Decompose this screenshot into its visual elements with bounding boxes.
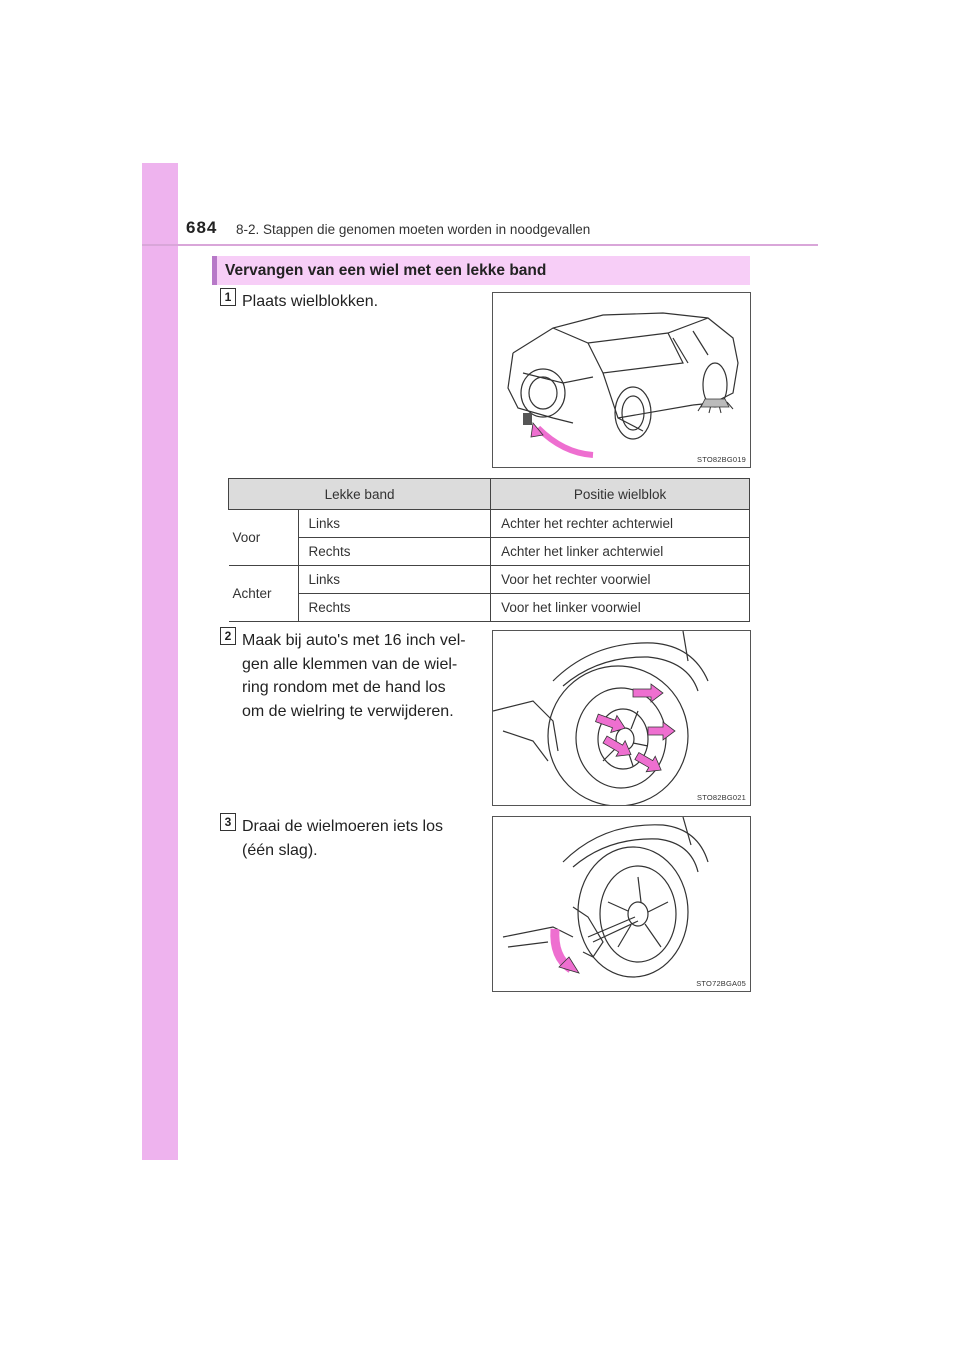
step-3-text <box>242 815 478 862</box>
step-3-line: Draai de wielmoeren iets los <box>242 818 443 835</box>
table-row <box>229 510 750 538</box>
car-illustration <box>493 293 750 467</box>
table-cell-position: Achter het linker achterwiel <box>491 538 750 566</box>
step-3-badge: 3 <box>220 813 236 831</box>
page-number: 684 <box>186 218 218 237</box>
step-2-line: ring rondom met de hand los <box>242 679 446 696</box>
step-2-line: Maak bij auto's met 16 inch vel- <box>242 632 466 649</box>
step-2-line: om de wielring te verwijderen. <box>242 702 454 720</box>
step-2-badge: 2 <box>220 627 236 645</box>
figure-code: STO82BG019 <box>697 455 746 464</box>
table-cell-side: Rechts <box>298 538 491 566</box>
figure-code: STO72BGA05 <box>696 979 746 988</box>
figure-loosen-wheel-nuts <box>492 816 751 992</box>
table-cell-side: Links <box>298 510 491 538</box>
table-group-label: Achter <box>229 566 299 622</box>
section-title-bar <box>212 256 750 285</box>
section-bar-accent <box>212 256 217 285</box>
step-2-line: gen alle klemmen van de wiel- <box>242 655 458 673</box>
wheel-chock-table <box>228 478 750 622</box>
table-header-flat-tire: Lekke band <box>229 479 491 510</box>
table-group-label: Voor <box>229 510 299 566</box>
table-cell-position: Voor het linker voorwiel <box>491 594 750 622</box>
step-1-badge: 1 <box>220 288 236 306</box>
header-divider <box>142 244 818 246</box>
step-2-text <box>242 629 478 723</box>
step-3-line: (één slag). <box>242 841 318 859</box>
table-cell-position: Voor het rechter voorwiel <box>491 566 750 594</box>
section-title: Vervangen van een wiel met een lekke band <box>225 262 547 279</box>
table-row <box>229 538 750 566</box>
table-cell-side: Links <box>298 566 491 594</box>
figure-wheel-ornament <box>492 630 751 806</box>
wheel-nut-illustration <box>493 817 750 991</box>
chapter-sidebar-tab <box>142 163 178 1160</box>
figure-car-wheel-chocks <box>492 292 751 468</box>
table-cell-position: Achter het rechter achterwiel <box>491 510 750 538</box>
table-header-chock-position: Positie wielblok <box>491 479 750 510</box>
wheel-ornament-illustration <box>493 631 750 805</box>
table-cell-side: Rechts <box>298 594 491 622</box>
figure-code: STO82BG021 <box>697 793 746 802</box>
table-row <box>229 566 750 594</box>
table-row <box>229 594 750 622</box>
step-1-text: Plaats wielblokken. <box>242 293 379 310</box>
running-header: 8-2. Stappen die genomen moeten worden in noodgevallen <box>236 222 591 237</box>
